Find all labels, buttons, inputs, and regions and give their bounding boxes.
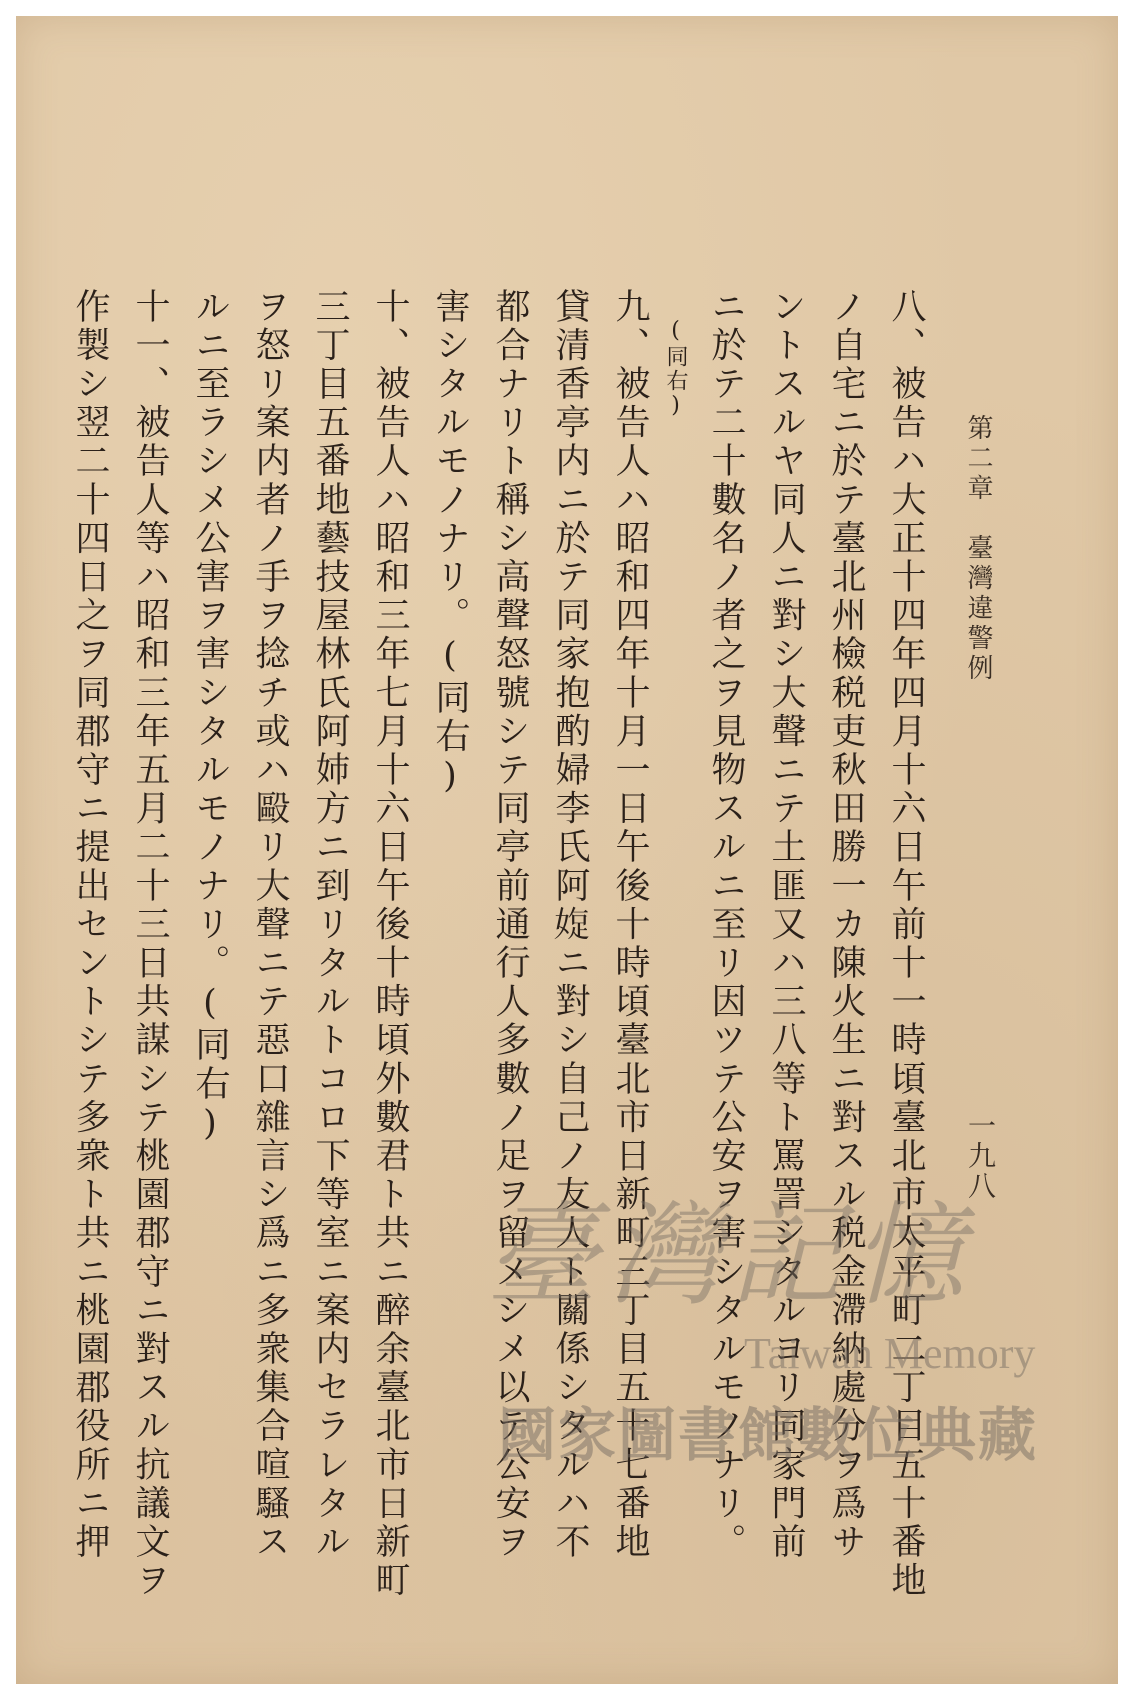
watermark-organization: 國家圖書館數位典藏 <box>498 1401 1039 1469</box>
watermark-logo: 臺灣記憶 <box>486 1191 974 1321</box>
citation-note: (同右) <box>663 318 688 420</box>
document-page <box>16 16 1118 1684</box>
text-column: ルニ至ラシメ公害ヲ害シタルモノナリ。(同右) <box>190 288 230 1148</box>
text-column: 都合ナリト稱シ高聲怒號シテ同亭前通行人多數ノ足ヲ留メシメ以テ公安ヲ <box>490 288 530 1562</box>
text-column: 害シタルモノナリ。(同右) <box>430 288 470 800</box>
text-column: ノ自宅ニ於テ臺北州檢税吏秋田勝一カ陳火生ニ對スル税金滯納處分ヲ爲サ <box>826 288 866 1562</box>
text-column: 九、被告人ハ昭和四年十月一日午後十時頃臺北市日新町三丁目五十七番地 <box>610 288 650 1562</box>
text-column: 十、被告人ハ昭和三年七月十六日午後十時頃外數君ト共ニ醉余臺北市日新町 <box>370 288 410 1601</box>
text-column: 貸清香亭内ニ於テ同家抱酌婦李氏阿𡟐ニ對シ自己ノ友人ト關係シタルハ不 <box>550 288 590 1562</box>
text-column: 三丁目五番地藝技屋林氏阿姉方ニ到リタルトコロ下等室ニ案内セラレタル <box>310 288 350 1562</box>
text-column: ヲ怒リ案内者ノ手ヲ捻チ或ハ毆リ大聲ニテ惡口雜言シ爲ニ多衆集合喧騷ス <box>250 288 290 1562</box>
text-column: 八、被告ハ大正十四年四月十六日午前十一時頃臺北市太平町二丁目五十番地 <box>886 288 926 1601</box>
page-number: 一九八 <box>964 1111 997 1201</box>
text-column: ニ於テ二十數名ノ者之ヲ見物スルニ至リ因ツテ公安ヲ害シタルモノナリ。 <box>706 288 746 1562</box>
watermark-english: Taiwan Memory <box>744 1329 1036 1378</box>
text-column: ントスルヤ同人ニ對シ大聲ニテ土匪又ハ三八等ト罵詈シタルヨリ同家門前 <box>766 288 806 1562</box>
text-column: 十一、被告人等ハ昭和三年五月二十三日共謀シテ桃園郡守ニ對スル抗議文ヲ <box>130 288 170 1601</box>
running-header: 第二章 臺灣違警例 <box>963 414 993 684</box>
text-column: 作製シ翌二十四日之ヲ同郡守ニ提出セントシテ多衆ト共ニ桃園郡役所ニ押 <box>70 288 110 1562</box>
